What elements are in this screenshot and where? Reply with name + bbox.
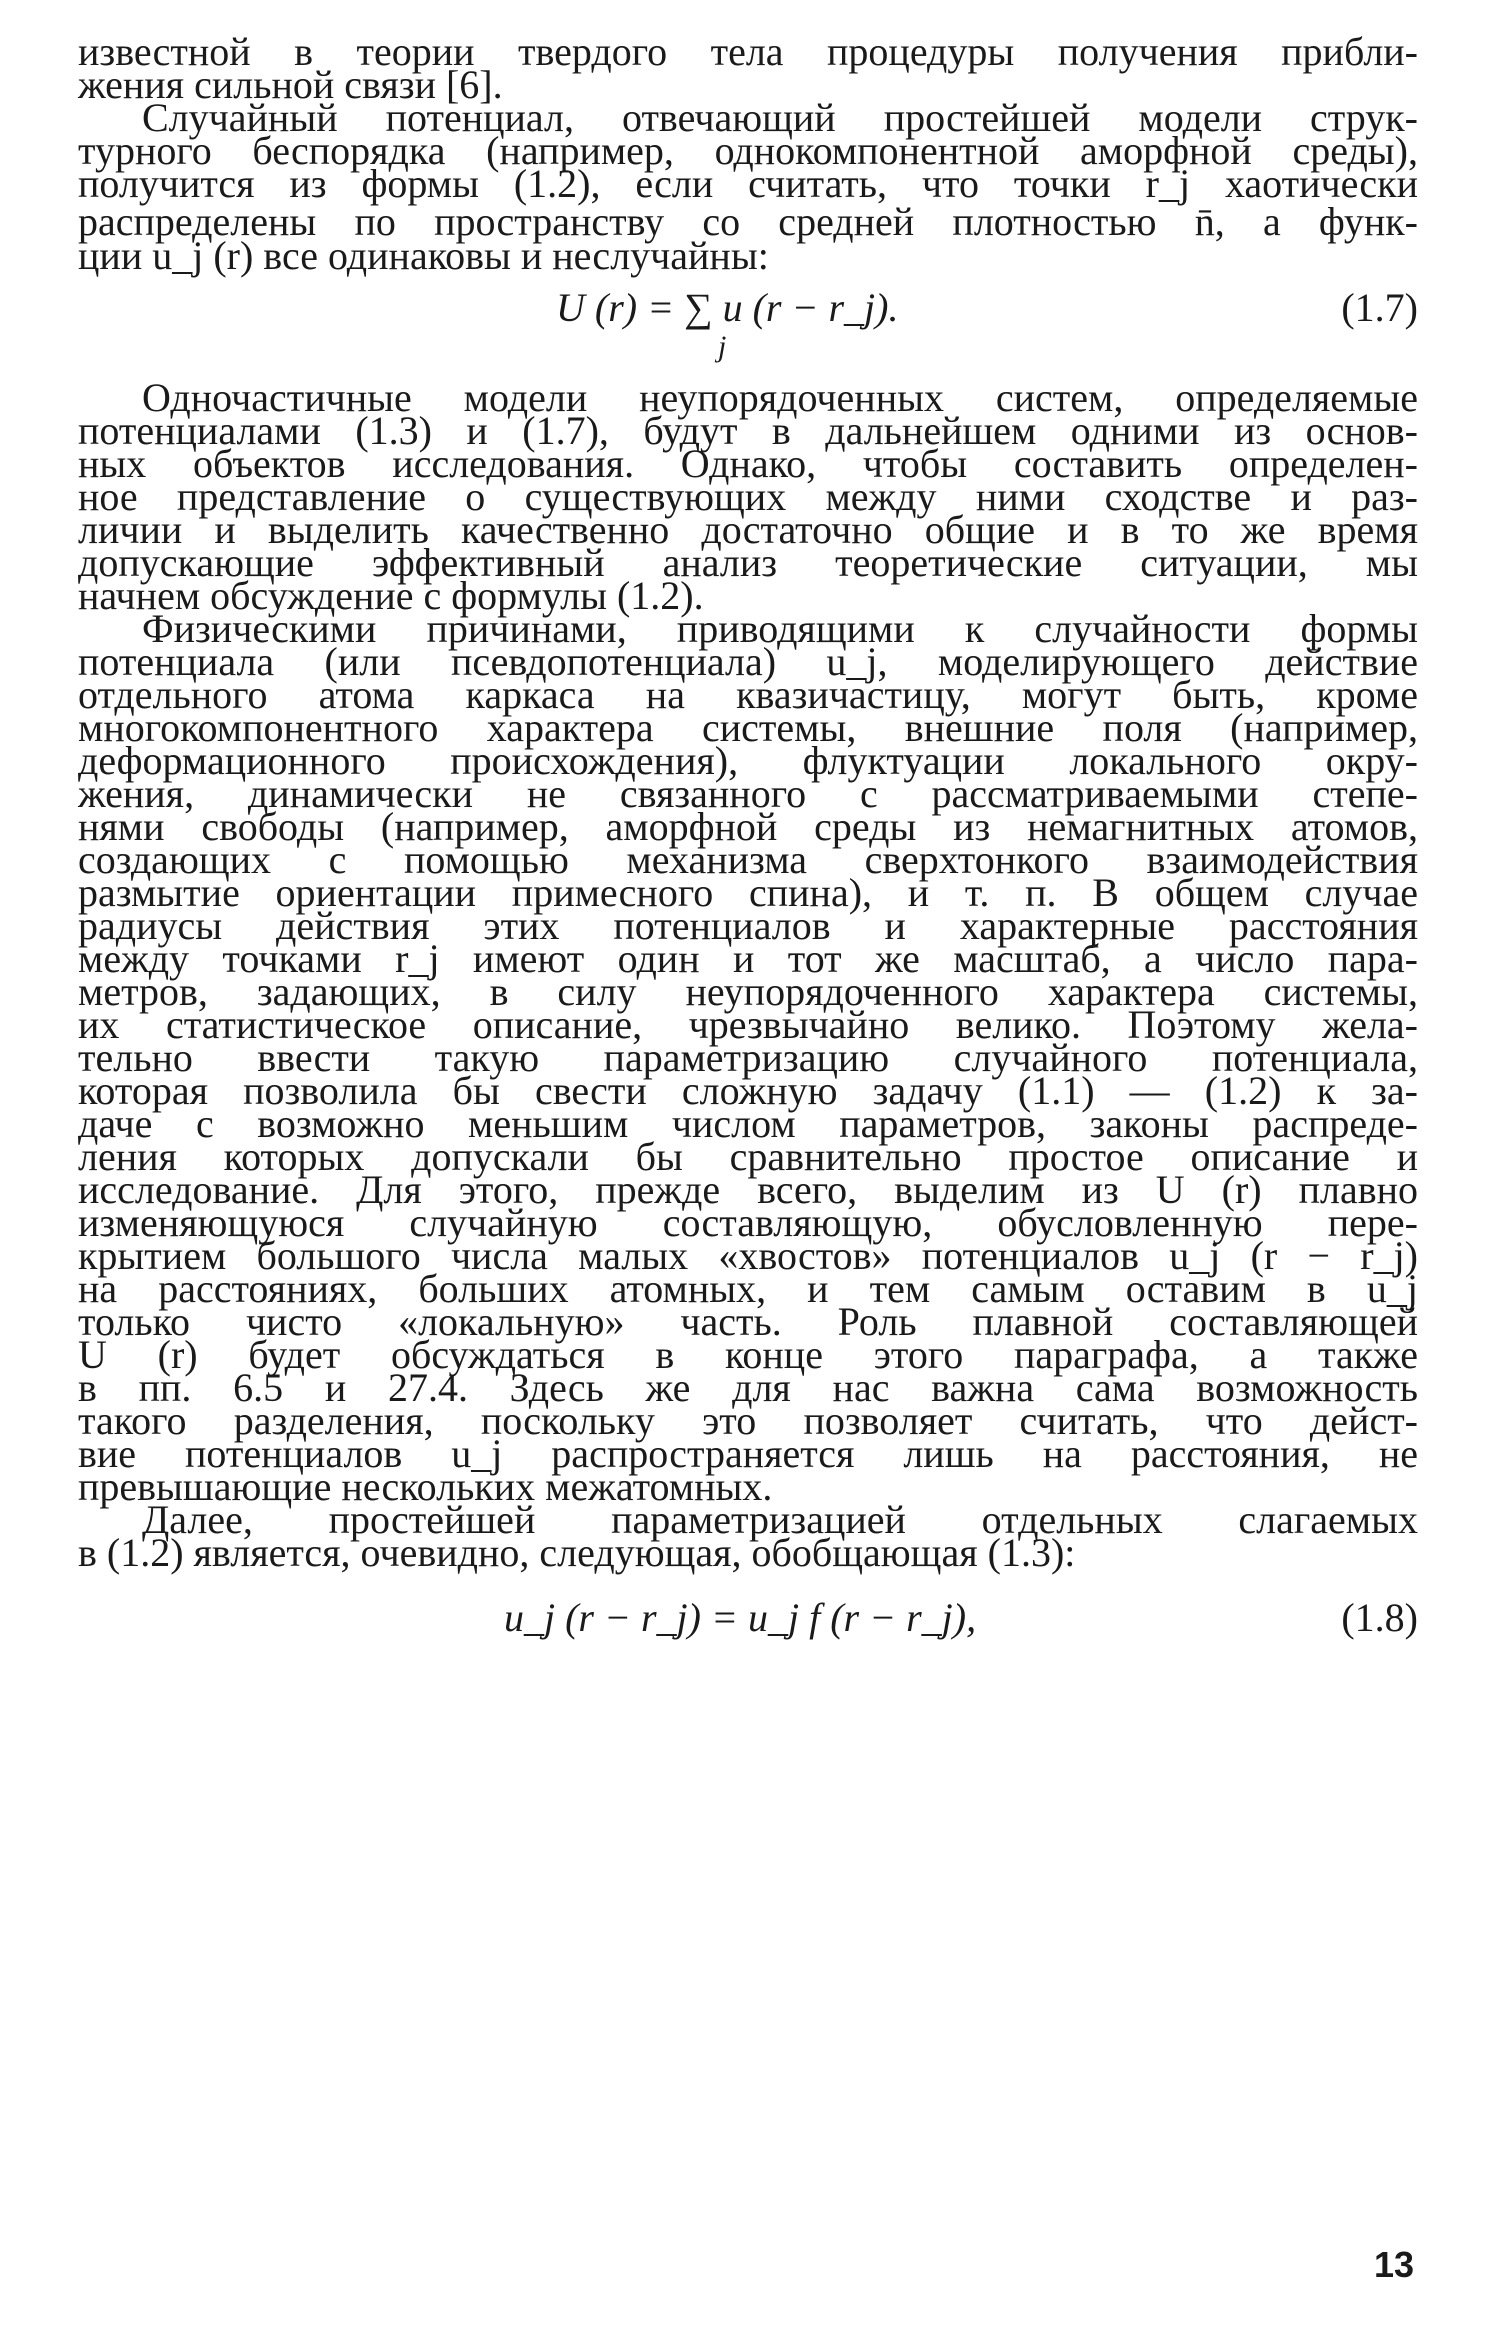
text-line: Случайный потенциал, отвечающий простейшей модели струк- — [142, 95, 1418, 140]
text-line: турного беспорядка (например, однокомпонентной аморфной среды), — [78, 128, 1418, 173]
text-line: ных объектов исследования. Однако, чтобы составить определен- — [78, 441, 1418, 486]
equation-1-7: U (r) = ∑ u (r − r_j). — [556, 285, 899, 330]
text-line: Далее, простейшей параметризацией отдельных слагаемых — [142, 1497, 1418, 1542]
text-line: личии и выделить качественно достаточно общие и в то же время — [78, 507, 1418, 552]
text-line: жения, динамически не связанного с рассматриваемыми степе- — [78, 771, 1418, 816]
text-line: только чисто «локальную» часть. Роль плавной составляющей — [78, 1299, 1418, 1344]
text-line: U (r) будет обсуждаться в конце этого параграфа, а также — [78, 1332, 1418, 1377]
page-number: 13 — [1373, 2244, 1414, 2285]
text-line: которая позволила бы свести сложную задачу (1.1) — (1.2) к за- — [78, 1068, 1418, 1113]
text-line: получится из формы (1.2), если считать, что точки r_j хаотически — [78, 161, 1418, 206]
text-line: ное представление о существующих между ними сходстве и раз- — [78, 474, 1418, 519]
text-line: ления которых допускали бы сравнительно простое описание и — [78, 1134, 1418, 1179]
text-line: нями свободы (например, аморфной среды из немагнитных атомов, — [78, 804, 1418, 849]
text-line: известной в теории твердого тела процедуры получения прибли- — [78, 29, 1418, 74]
text-line: начнем обсуждение с формулы (1.2). — [78, 573, 704, 618]
text-line: даче с возможно меньшим числом параметров, законы распреде- — [78, 1101, 1418, 1146]
equation-1-7-subscript: j — [718, 330, 727, 363]
text-line: потенциала (или псевдопотенциала) u_j, моделирующего действие — [78, 639, 1418, 684]
text-line: размытие ориентации примесного спина), и т. п. В общем случае — [78, 870, 1418, 915]
text-line: крытием большого числа малых «хвостов» потенциалов u_j (r − r_j) — [78, 1233, 1418, 1278]
text-line: ции u_j (r) все одинаковы и неслучайны: — [78, 233, 769, 278]
text-line: между точками r_j имеют один и тот же масштаб, а число пара- — [78, 936, 1418, 981]
text-line: жения сильной связи [6]. — [78, 62, 503, 107]
equation-number-1-7: (1.7) — [1341, 285, 1418, 330]
equation-1-8: u_j (r − r_j) = u_j f (r − r_j), — [504, 1595, 977, 1640]
text-line: их статистическое описание, чрезвычайно велико. Поэтому жела- — [78, 1002, 1418, 1047]
text-line: многокомпонентного характера системы, внешние поля (например, — [78, 705, 1418, 750]
text-line: деформационного происхождения), флуктуации локального окру- — [78, 738, 1418, 783]
text-line: Физическими причинами, приводящими к случайности формы — [142, 606, 1418, 651]
text-line: в (1.2) является, очевидно, следующая, обобщающая (1.3): — [78, 1530, 1076, 1575]
equation-number-1-8: (1.8) — [1341, 1595, 1418, 1640]
text-line: в пп. 6.5 и 27.4. Здесь же для нас важна сама возможность — [78, 1365, 1418, 1410]
text-line: потенциалами (1.3) и (1.7), будут в дальнейшем одними из основ- — [78, 408, 1418, 453]
text-line: метров, задающих, в силу неупорядоченного характера системы, — [78, 969, 1418, 1014]
text-line: допускающие эффективный анализ теоретические ситуации, мы — [78, 540, 1418, 585]
text-line: изменяющуюся случайную составляющую, обусловленную пере- — [78, 1200, 1418, 1245]
text-line: отдельного атома каркаса на квазичастицу, могут быть, кроме — [78, 672, 1418, 717]
text-line: исследование. Для этого, прежде всего, выделим из U (r) плавно — [78, 1167, 1418, 1212]
text-line: радиусы действия этих потенциалов и характерные расстояния — [78, 903, 1418, 948]
text-line: распределены по пространству со средней плотностью n̄, а функ- — [78, 199, 1418, 244]
text-line: создающих с помощью механизма сверхтонкого взаимодействия — [78, 837, 1418, 882]
text-line: тельно ввести такую параметризацию случайного потенциала, — [78, 1035, 1418, 1080]
text-line: на расстояниях, больших атомных, и тем самым оставим в u_j — [78, 1266, 1418, 1311]
text-line: вие потенциалов u_j распространяется лишь на расстояния, не — [78, 1431, 1418, 1476]
text-line: такого разделения, поскольку это позволяет считать, что дейст- — [78, 1398, 1418, 1443]
text-line: Одночастичные модели неупорядоченных систем, определяемые — [142, 375, 1418, 420]
text-line: превышающие нескольких межатомных. — [78, 1464, 773, 1509]
